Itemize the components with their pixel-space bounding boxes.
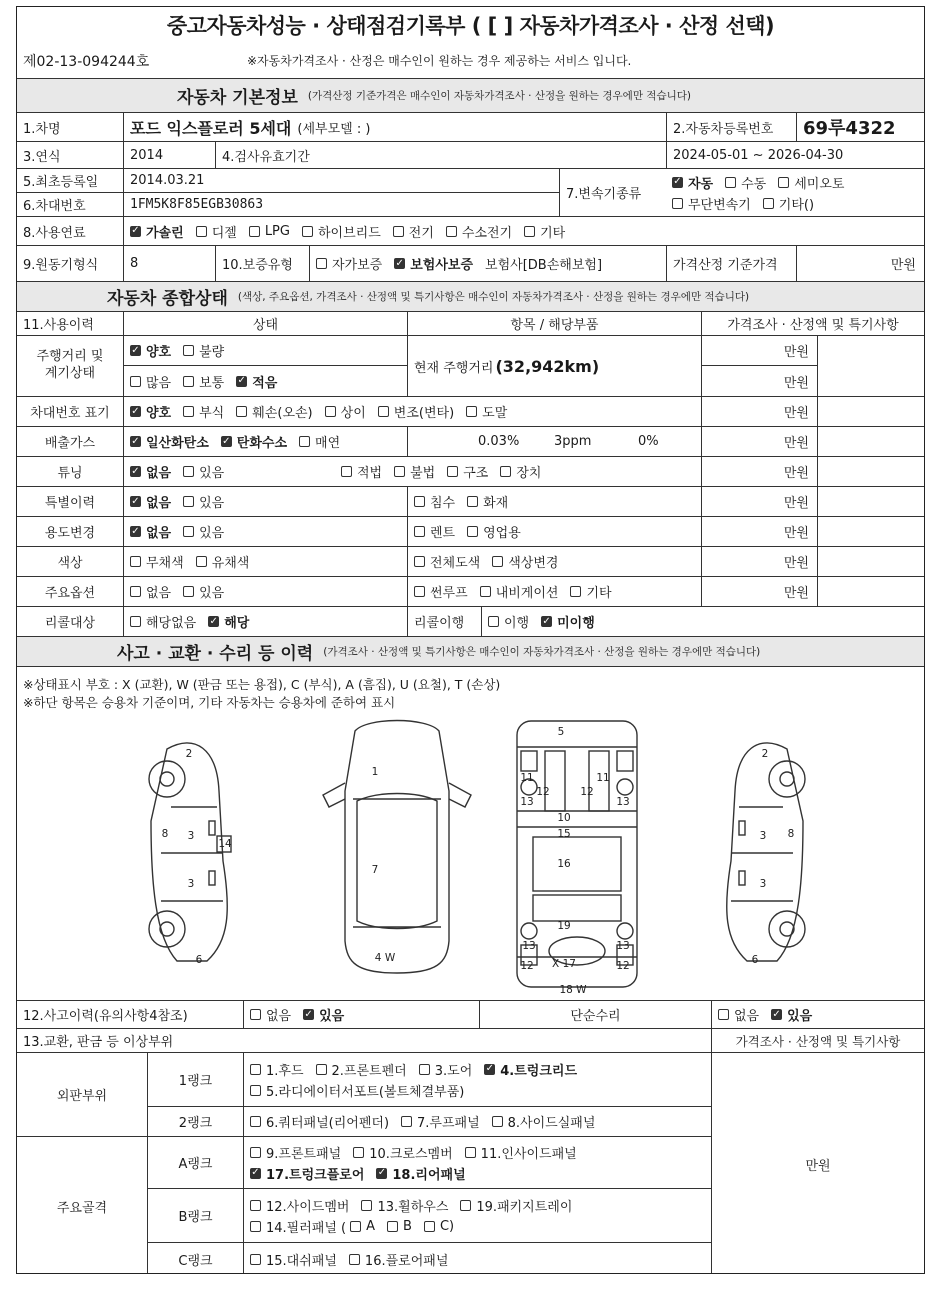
main-options-price: 만원 (701, 577, 817, 606)
engine-warranty-row (17, 246, 924, 282)
mileage-high-checkbox[interactable]: 많음 (130, 372, 171, 391)
odometer-row (17, 336, 924, 397)
usage-change-row (17, 517, 924, 547)
check-icon: ✓ (131, 405, 140, 417)
status-header-state: 상태 (123, 312, 407, 335)
doc-number-row (17, 43, 924, 79)
recall-not-done-checkbox[interactable]: ✓ 미이행 (542, 615, 595, 631)
part-quarter-panel-checkbox[interactable]: 6.쿼터패널(리어펜더) (250, 1112, 389, 1131)
part-front-panel-checkbox[interactable]: 9.프론트패널 (250, 1143, 341, 1162)
color-change-checkbox[interactable]: 색상변경 (492, 552, 558, 571)
reg-no-label: 2.자동차등록번호 (666, 113, 796, 141)
frame-label-1: 5 (557, 726, 565, 738)
accident-section-header (17, 637, 924, 667)
first-reg-label: 5.최초등록일 (17, 169, 123, 193)
vin-mark-damage-checkbox[interactable]: 훼손(오손) (236, 402, 312, 421)
usage-none-checkbox[interactable]: ✓ 없음 (131, 525, 172, 541)
recall-done-options (481, 607, 924, 636)
car-model-detail: (세부모델 : ) (297, 121, 371, 137)
color-chromatic-checkbox[interactable]: 유채색 (196, 552, 250, 571)
emission-remarks (817, 427, 924, 456)
check-icon: ✓ (304, 1008, 313, 1020)
odometer-prefix: 현재 주행거리 (414, 360, 494, 376)
frame-label-5: 12 (580, 786, 594, 798)
right-label-4: 3 (759, 878, 767, 890)
emission-values (407, 427, 701, 456)
fuel-other-checkbox[interactable]: 기타 (524, 222, 565, 241)
accident-section-title: 사고 · 교환 · 수리 등 이력 (117, 644, 314, 664)
passenger-car-note: ※하단 항목은 승용차 기준이며, 기타 자동차는 승용차에 준하여 표시 (23, 695, 396, 710)
reg-no-value: 69루4322 (796, 113, 924, 141)
tuning-legal-checkbox[interactable]: 적법 (341, 462, 382, 481)
frame-label-16: X 17 (552, 958, 576, 970)
emission-options (123, 427, 407, 456)
top-view (323, 721, 471, 974)
basic-info-header (17, 79, 924, 113)
parts-header-row (17, 1029, 924, 1053)
recall-row (17, 607, 924, 637)
recall-na-checkbox[interactable]: 해당없음 (130, 612, 196, 631)
tuning-items (335, 457, 701, 486)
odometer-item (407, 336, 701, 396)
color-row (17, 547, 924, 577)
emission-hc-checkbox[interactable]: ✓ 탄화수소 (222, 435, 288, 451)
fuel-hybrid-checkbox[interactable]: 하이브리드 (302, 222, 381, 241)
frame-label-6: 13 (520, 796, 534, 808)
document-number: 제02-13-094244호 (23, 53, 150, 70)
basic-info-title: 자동차 기본정보 (177, 88, 298, 108)
special-history-items (407, 487, 701, 516)
part-trunk-floor-checkbox[interactable]: ✓ 17.트렁크플로어 (251, 1167, 365, 1183)
top-label-3: 4 W (374, 952, 396, 964)
special-history-options (123, 487, 407, 516)
frame-label-9: 15 (557, 828, 571, 840)
tuning-remarks (817, 457, 924, 486)
transmission-cvt-checkbox[interactable]: 무단변속기 (672, 194, 751, 213)
vin-label: 6.차대번호 (23, 199, 86, 214)
frame-label-13: 13 (616, 940, 630, 952)
rankA-parts (243, 1137, 711, 1189)
accident-history-options (243, 1001, 479, 1028)
check-icon: ✓ (131, 495, 140, 507)
inspection-record-document (16, 6, 925, 1274)
transmission-other-checkbox[interactable]: 기타() (763, 194, 814, 213)
tuning-label: 튜닝 (57, 466, 83, 481)
color-remarks (817, 547, 924, 576)
rankA-label: A랭크 (147, 1137, 243, 1189)
accident-history-label: 12.사고이력(유의사항4참조) (23, 1009, 188, 1024)
part-wheel-house-checkbox[interactable]: 13.휠하우스 (361, 1196, 448, 1215)
status-section-note: (색상, 주요옵션, 가격조사 · 산정액 및 특기사항은 매수인이 자동차가격조사 · 산정을 원하는 경우에만 적습니다) (237, 291, 750, 303)
car-name-value: 포드 익스플로러 5세대 (130, 118, 292, 138)
year-value: 2014 (123, 142, 215, 168)
frame-label-11: 19 (557, 920, 571, 932)
odometer-label: 주행거리 및 계기상태 (36, 349, 104, 381)
price-basis-label: 가격산정 기준가격 (666, 246, 796, 281)
top-label-2: 7 (371, 864, 379, 876)
right-label-3: 8 (787, 828, 795, 840)
year-label: 3.연식 (23, 149, 61, 165)
part-radiator-support-checkbox[interactable]: 5.라디에이터서포트(볼트체결부품) (250, 1081, 464, 1100)
main-frame-label: 주요골격 (56, 1200, 108, 1216)
engine-label: 9.원동기형식 (23, 258, 99, 273)
status-table-header (17, 312, 924, 336)
title-row (17, 7, 924, 43)
frame-label-3: 11 (596, 772, 610, 784)
part-side-member-checkbox[interactable]: 12.사이드멤버 (250, 1196, 349, 1215)
left-label-1: 2 (185, 748, 193, 760)
main-options-label: 주요옵션 (44, 586, 96, 601)
rank1-parts (243, 1053, 711, 1107)
color-options (123, 547, 407, 576)
part-package-tray-checkbox[interactable]: 19.패키지트레이 (460, 1196, 572, 1215)
special-fire-checkbox[interactable]: 화재 (467, 492, 508, 511)
special-flood-checkbox[interactable]: 침수 (414, 492, 455, 511)
vin-mark-row (17, 397, 924, 427)
left-label-5: 14 (218, 838, 232, 850)
color-label: 색상 (57, 556, 83, 571)
simple-repair-label: 단순수리 (479, 1001, 711, 1028)
frame-label-7: 13 (616, 796, 630, 808)
tuning-yes-checkbox[interactable]: 있음 (183, 462, 224, 481)
fuel-electric-checkbox[interactable]: 전기 (393, 222, 434, 241)
simple-repair-options (711, 1001, 924, 1028)
color-price: 만원 (701, 547, 817, 576)
frame-label-12: 13 (522, 940, 536, 952)
insurer-name: 보험사[DB손해보험] (485, 258, 603, 273)
check-icon: ✓ (131, 344, 140, 356)
warranty-self-checkbox[interactable]: 자가보증 (316, 254, 382, 273)
parts-header: 13.교환, 판금 등 이상부위 (23, 1035, 174, 1050)
outer-panel-label: 외판부위 (17, 1053, 147, 1137)
part-door-checkbox[interactable]: 3.도어 (419, 1060, 473, 1079)
inspection-period-label: 4.검사유효기간 (215, 142, 666, 168)
vin-mark-price: 만원 (701, 397, 817, 426)
recall-done-label: 리콜이행 (407, 607, 481, 636)
vin-value: 1FM5K8F85EGB30863 (123, 193, 559, 216)
check-icon: ✓ (209, 615, 218, 627)
special-none-checkbox[interactable]: ✓ 없음 (131, 495, 172, 511)
part-cross-member-checkbox[interactable]: 10.크로스멤버 (353, 1143, 452, 1162)
rank2-label: 2랭크 (147, 1107, 243, 1137)
vin-mark-smeared-checkbox[interactable]: 도말 (466, 402, 507, 421)
transmission-manual-checkbox[interactable]: 수동 (725, 173, 766, 192)
check-icon: ✓ (237, 375, 246, 386)
options-yes-checkbox[interactable]: 있음 (183, 582, 224, 601)
inspection-period-value: 2024-05-01 ~ 2026-04-30 (666, 142, 924, 168)
color-full-paint-checkbox[interactable]: 전체도색 (414, 552, 480, 571)
left-label-2: 8 (161, 828, 169, 840)
special-history-label: 특별이력 (44, 496, 96, 511)
accident-none-checkbox[interactable]: 없음 (250, 1005, 291, 1024)
special-history-price: 만원 (701, 487, 817, 516)
usage-rent-checkbox[interactable]: 렌트 (414, 522, 455, 541)
parts-grid (17, 1053, 924, 1274)
odometer-price-2: 만원 (701, 366, 817, 396)
car-name-label: 1.차명 (23, 121, 61, 137)
usage-change-label: 용도변경 (44, 526, 96, 541)
options-other-checkbox[interactable]: 기타 (570, 582, 611, 601)
check-icon: ✓ (131, 435, 140, 447)
part-inside-panel-checkbox[interactable]: 11.인사이드패널 (465, 1143, 577, 1162)
transmission-options (666, 169, 924, 216)
engine-value: 8 (123, 246, 215, 281)
part-rear-panel-checkbox[interactable]: ✓ 18.리어패널 (377, 1167, 466, 1183)
parts-price-unit: 만원 (711, 1053, 924, 1274)
frame-label-4: 12 (536, 786, 550, 798)
accident-yes-checkbox[interactable]: ✓ 있음 (304, 1008, 345, 1024)
vin-mark-mismatch-checkbox[interactable]: 상이 (325, 402, 366, 421)
odometer-price-1: 만원 (701, 336, 817, 366)
tuning-illegal-checkbox[interactable]: 불법 (394, 462, 435, 481)
rank1-label: 1랭크 (147, 1053, 243, 1107)
main-options-state (123, 577, 407, 606)
emission-co-value: 0.03% (478, 434, 520, 449)
damage-diagram-area (17, 667, 924, 1001)
check-icon: ✓ (251, 1167, 260, 1178)
pillar-a-checkbox[interactable]: A (350, 1219, 375, 1234)
check-icon: ✓ (542, 615, 551, 627)
fuel-lpg-checkbox[interactable]: LPG (249, 224, 290, 239)
vin-mark-good-checkbox[interactable]: ✓ 양호 (131, 405, 172, 421)
special-yes-checkbox[interactable]: 있음 (183, 492, 224, 511)
tuning-row (17, 457, 924, 487)
usage-yes-checkbox[interactable]: 있음 (183, 522, 224, 541)
special-history-remarks (817, 487, 924, 516)
usage-change-items (407, 517, 701, 546)
vin-mark-remarks (817, 397, 924, 426)
warranty-insurer-checkbox[interactable]: ✓ 보험사보증 (395, 257, 474, 273)
fuel-label: 8.사용연료 (23, 225, 86, 241)
check-icon: ✓ (131, 465, 140, 477)
fuel-row (17, 217, 924, 246)
rankB-label: B랭크 (147, 1189, 243, 1243)
options-none-checkbox[interactable]: 없음 (130, 582, 171, 601)
service-notice: ※자동차가격조사 · 산정은 매수인이 원하는 경우 제공하는 서비스 입니다. (247, 54, 632, 68)
right-side-view (727, 743, 805, 961)
frame-label-2: 11 (520, 772, 534, 784)
emission-smoke-value: 0% (638, 434, 659, 449)
check-icon: ✓ (772, 1008, 781, 1020)
color-achromatic-checkbox[interactable]: 무채색 (130, 552, 184, 571)
tuning-structure-checkbox[interactable]: 구조 (447, 462, 488, 481)
vin-mark-label: 차대번호 표기 (30, 406, 110, 421)
status-section-header (17, 282, 924, 312)
pillar-c-checkbox[interactable]: C) (424, 1219, 454, 1234)
fuel-hydrogen-checkbox[interactable]: 수소전기 (446, 222, 512, 241)
price-basis-unit: 만원 (796, 246, 924, 281)
basic-info-note: (가격산정 기준가격은 매수인이 자동차가격조사 · 산정을 원하는 경우에만 적습니다) (307, 90, 691, 102)
odometer-good-checkbox[interactable]: ✓ 양호 (131, 344, 172, 360)
vin-mark-options (123, 397, 701, 426)
accident-section-note: (가격조사 · 산정액 및 특기사항은 매수인이 자동차가격조사 · 산정을 원하는 경우에만 적습니다) (323, 646, 761, 658)
part-roof-panel-checkbox[interactable]: 7.루프패널 (401, 1112, 480, 1131)
pillar-b-checkbox[interactable]: B (387, 1219, 412, 1234)
car-name-row (17, 113, 924, 142)
transmission-label: 7.변속기종류 (559, 169, 666, 216)
vin-mark-altered-checkbox[interactable]: 변조(변타) (378, 402, 454, 421)
check-icon: ✓ (485, 1063, 494, 1074)
status-header-history: 11.사용이력 (23, 318, 94, 333)
usage-change-options (123, 517, 407, 546)
recall-done-checkbox[interactable]: 이행 (488, 612, 529, 631)
warranty-options (309, 246, 666, 281)
emission-co-checkbox[interactable]: ✓ 일산화탄소 (131, 435, 209, 451)
check-icon: ✓ (222, 435, 231, 447)
odometer-bad-checkbox[interactable]: 불량 (183, 341, 224, 360)
rankB-parts (243, 1189, 711, 1243)
right-label-1: 2 (761, 748, 769, 760)
color-items (407, 547, 701, 576)
part-dash-panel-checkbox[interactable]: 15.대쉬패널 (250, 1250, 337, 1269)
odometer-remarks (817, 336, 924, 396)
frame-label-15: 12 (616, 960, 630, 972)
tuning-price: 만원 (701, 457, 817, 486)
usage-business-checkbox[interactable]: 영업용 (467, 522, 521, 541)
special-history-row (17, 487, 924, 517)
year-row (17, 142, 924, 169)
left-label-4: 3 (187, 878, 195, 890)
warranty-label: 10.보증유형 (215, 246, 309, 281)
usage-change-price: 만원 (701, 517, 817, 546)
right-label-5: 6 (751, 954, 759, 966)
fuel-gasoline-checkbox[interactable]: ✓ 가솔린 (131, 225, 184, 241)
check-icon: ✓ (377, 1167, 387, 1178)
reg-vin-row (17, 169, 924, 217)
options-sunroof-checkbox[interactable]: 썬루프 (414, 582, 468, 601)
recall-options (123, 607, 407, 636)
part-hood-checkbox[interactable]: 1.후드 (250, 1060, 304, 1079)
part-pillar-panel-checkbox[interactable]: 14.필러패널 ( (250, 1217, 346, 1236)
simple-repair-none-checkbox[interactable]: 없음 (718, 1005, 759, 1024)
emission-label: 배출가스 (44, 436, 96, 451)
check-icon: ✓ (131, 225, 140, 236)
left-side-view (149, 743, 231, 961)
diagram-part-labels (162, 726, 795, 996)
fuel-options (123, 217, 924, 245)
top-label-1: 1 (371, 766, 379, 778)
frame-label-17: 18 W (559, 984, 587, 996)
rankC-parts (243, 1243, 711, 1274)
tuning-none-checkbox[interactable]: ✓ 없음 (131, 465, 172, 481)
left-label-3: 3 (187, 830, 195, 842)
mileage-low-checkbox[interactable]: ✓ 적음 (237, 375, 278, 391)
part-side-sill-checkbox[interactable]: 8.사이드실패널 (492, 1112, 596, 1131)
vin-mark-corrosion-checkbox[interactable]: 부식 (183, 402, 224, 421)
emission-hc-value: 3ppm (554, 434, 592, 449)
odometer-condition (123, 336, 407, 366)
main-options-remarks (817, 577, 924, 606)
status-header-item: 항목 / 해당부품 (407, 312, 701, 335)
emission-row (17, 427, 924, 457)
rankC-label: C랭크 (147, 1243, 243, 1274)
fuel-diesel-checkbox[interactable]: 디젤 (196, 222, 237, 241)
frame-label-14: 12 (520, 960, 534, 972)
transmission-semiauto-checkbox[interactable]: 세미오토 (778, 173, 844, 192)
main-options-row (17, 577, 924, 607)
part-floor-panel-checkbox[interactable]: 16.플로어패널 (349, 1250, 448, 1269)
left-label-6: 6 (195, 954, 203, 966)
check-icon: ✓ (673, 176, 682, 187)
status-symbol-legend: ※상태표시 부호 : X (교환), W (판금 또는 용접), C (부식), A (흠집), U (요철), T (손상) (23, 677, 501, 692)
check-icon: ✓ (131, 525, 140, 537)
main-options-items (407, 577, 701, 606)
rank2-parts (243, 1107, 711, 1137)
right-label-2: 3 (759, 830, 767, 842)
frame-label-10: 16 (557, 858, 571, 870)
transmission-auto-checkbox[interactable]: ✓ 자동 (673, 176, 714, 192)
emission-smoke-checkbox[interactable]: 매연 (299, 432, 340, 451)
status-header-price: 가격조사 · 산정액 및 특기사항 (701, 312, 924, 335)
car-damage-diagram (17, 711, 922, 1001)
accident-history-row (17, 1001, 924, 1029)
part-front-fender-checkbox[interactable]: 2.프론트펜더 (316, 1060, 407, 1079)
frame-label-8: 10 (557, 812, 571, 824)
part-trunk-lid-checkbox[interactable]: ✓ 4.트렁크리드 (485, 1063, 578, 1079)
check-icon: ✓ (395, 257, 404, 269)
parts-price-header: 가격조사 · 산정액 및 특기사항 (711, 1029, 924, 1052)
status-section-title: 자동차 종합상태 (107, 289, 228, 309)
recall-label: 리콜대상 (44, 616, 96, 631)
odometer-value: (32,942km) (495, 356, 600, 376)
simple-repair-yes-checkbox[interactable]: ✓ 있음 (772, 1008, 813, 1024)
document-title: 중고자동차성능 · 상태점검기록부 ( [ ] 자동차가격조사 · 산정 선택) (166, 14, 775, 38)
tuning-device-checkbox[interactable]: 장치 (500, 462, 541, 481)
recall-applicable-checkbox[interactable]: ✓ 해당 (209, 615, 250, 631)
mileage-normal-checkbox[interactable]: 보통 (183, 372, 224, 391)
emission-price: 만원 (701, 427, 817, 456)
odometer-mileage (123, 366, 407, 396)
first-reg-value: 2014.03.21 (123, 169, 559, 193)
options-navigation-checkbox[interactable]: 내비게이션 (480, 582, 559, 601)
usage-change-remarks (817, 517, 924, 546)
tuning-options (123, 457, 335, 486)
